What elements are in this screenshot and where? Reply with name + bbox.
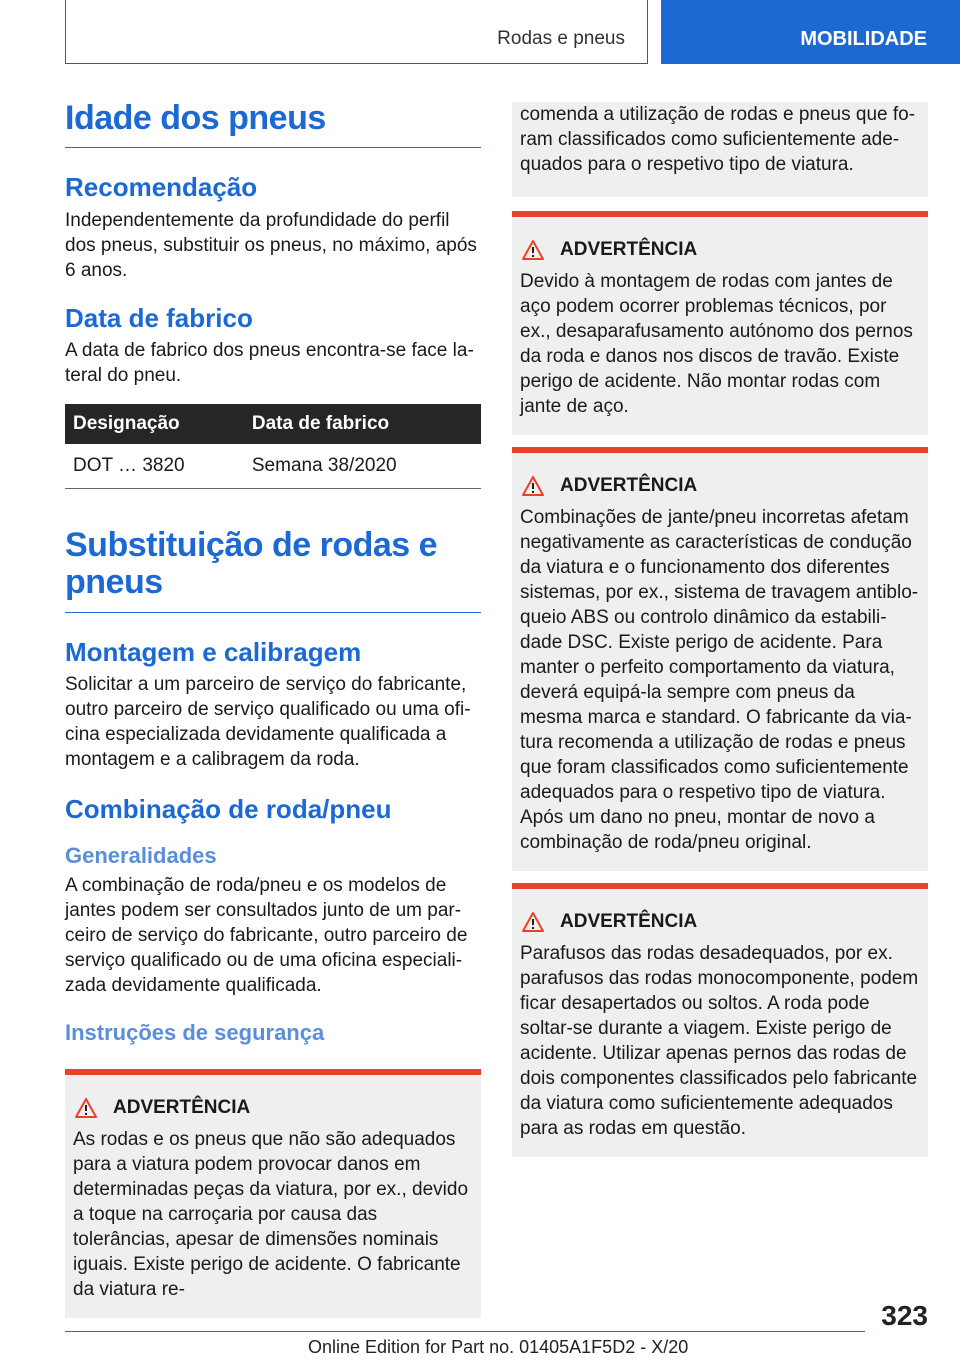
warning-triangle-icon xyxy=(75,1098,97,1118)
section-title: Rodas e pneus xyxy=(497,28,625,49)
heading-wheel-replacement: Substituição de rodas e pneus xyxy=(65,527,481,613)
warning-text: Parafusos das rodas desadequados, por ex. parafusos das rodas monocomponente, podem ficar desapertados ou soltos. A roda pode soltar-se durante a viagem. Existe perigo de acidente. Utilizar apenas pernos das rodas de dois componentes classificados pelo fabricante da viatura como suficientemente adequados para as rodas em questão. xyxy=(520,943,919,1139)
warning-box xyxy=(512,211,928,435)
footer-edition: Online Edition for Part no. 01405A1F5D2 - X/20 xyxy=(308,1337,689,1357)
warning-triangle-icon xyxy=(522,476,544,496)
table-cell-date: Semana 38/2020 xyxy=(244,444,481,489)
warning-box xyxy=(65,1069,481,1318)
manufacture-date-table xyxy=(65,404,481,489)
warning-title xyxy=(520,911,920,933)
warning-triangle-icon xyxy=(522,912,544,932)
text-recommendation: Independentemente da profundidade do perfil dos pneus, substituir os pneus, no máximo, após 6 anos. xyxy=(65,209,477,281)
footer-divider xyxy=(65,1331,865,1332)
chapter-tab[interactable]: MOBILIDADE xyxy=(661,0,960,64)
heading-tire-age: Idade dos pneus xyxy=(65,100,481,148)
heading-combination: Combinação de roda/pneu xyxy=(65,793,392,824)
right-column xyxy=(512,102,928,1157)
text-general: A combinação de roda/pneu e os modelos de jantes podem ser consultados junto de um parceiro de serviço do fabricante, outro parceiro de serviço qualificado ou de uma oficina especializada devidamente qualificada. xyxy=(65,875,468,997)
warning-continuation-box xyxy=(512,102,928,197)
heading-recommendation: Recomendação xyxy=(65,172,258,203)
warning-title xyxy=(73,1097,473,1119)
left-column xyxy=(65,100,481,1318)
page-number: 323 xyxy=(881,1300,928,1331)
table-header-date: Data de fabrico xyxy=(244,404,481,444)
warning-box xyxy=(512,883,928,1157)
text-manufacture-date: A data de fabrico dos pneus encontra-se face lateral do pneu. xyxy=(65,339,474,386)
warning-triangle-icon xyxy=(522,240,544,260)
heading-manufacture-date: Data de fabrico xyxy=(65,302,253,333)
warning-title-text: ADVERTÊNCIA xyxy=(560,911,698,932)
table-header-row xyxy=(65,404,481,444)
table-header-designation: Designação xyxy=(65,404,244,444)
warning-continuation-text: comenda a utilização de rodas e pneus que foram classificados como suficientemente adequados para o respetivo tipo de viatura. xyxy=(520,104,916,175)
heading-general: Generalidades xyxy=(65,842,217,868)
table-row xyxy=(65,444,481,489)
warning-text: Devido à montagem de rodas com jantes de aço podem ocorrer problemas técnicos, por ex., desaparafusamento autónomo dos pernos da roda e danos nos discos de travão. Existe perigo de acidente. Não montar rodas com jante de aço. xyxy=(520,271,913,417)
warning-text: As rodas e os pneus que não são adequados para a viatura podem provocar danos em determinadas peças da viatura, por ex., devido a toque na carroçaria por causa das tolerâncias, apesar de dimensões nominais iguais. Existe perigo de acidente. O fabricante da viatura re- xyxy=(73,1128,469,1300)
warning-title-text: ADVERTÊNCIA xyxy=(560,475,698,496)
warning-title-text: ADVERTÊNCIA xyxy=(560,239,698,260)
warning-title xyxy=(520,475,920,497)
heading-safety: Instruções de segurança xyxy=(65,1020,325,1046)
table-cell-designation: DOT … 3820 xyxy=(65,444,244,489)
text-mounting: Solicitar a um parceiro de serviço do fabricante, outro parceiro de serviço qualificado ou uma oficina especializada devidamente qualificada a montagem e a calibragem da roda. xyxy=(65,673,471,770)
header-section-box xyxy=(65,0,648,64)
warning-title-text: ADVERTÊNCIA xyxy=(113,1096,251,1118)
heading-mounting: Montagem e calibragem xyxy=(65,636,362,667)
warning-text: Combinações de jante/pneu incorretas afetam negativamente as características de condução da viatura e o funcionamento dos diferentes sistemas, por ex., sistema de travagem antibloqueio ABS ou controlo dinâmico da estabilidade DSC. Existe perigo de acidente. Para manter o perfeito comportamento da viatura, deverá equipá-la sempre com pneus da mesma marca e standard. O fabricante da viatura recomenda a utilização de rodas e pneus que foram classificados como suficientemente adequados para o respetivo tipo de viatura. Após um dano no pneu, montar de novo a combinação de roda/pneu original. xyxy=(520,507,919,853)
warning-title xyxy=(520,239,920,261)
warning-box xyxy=(512,447,928,871)
